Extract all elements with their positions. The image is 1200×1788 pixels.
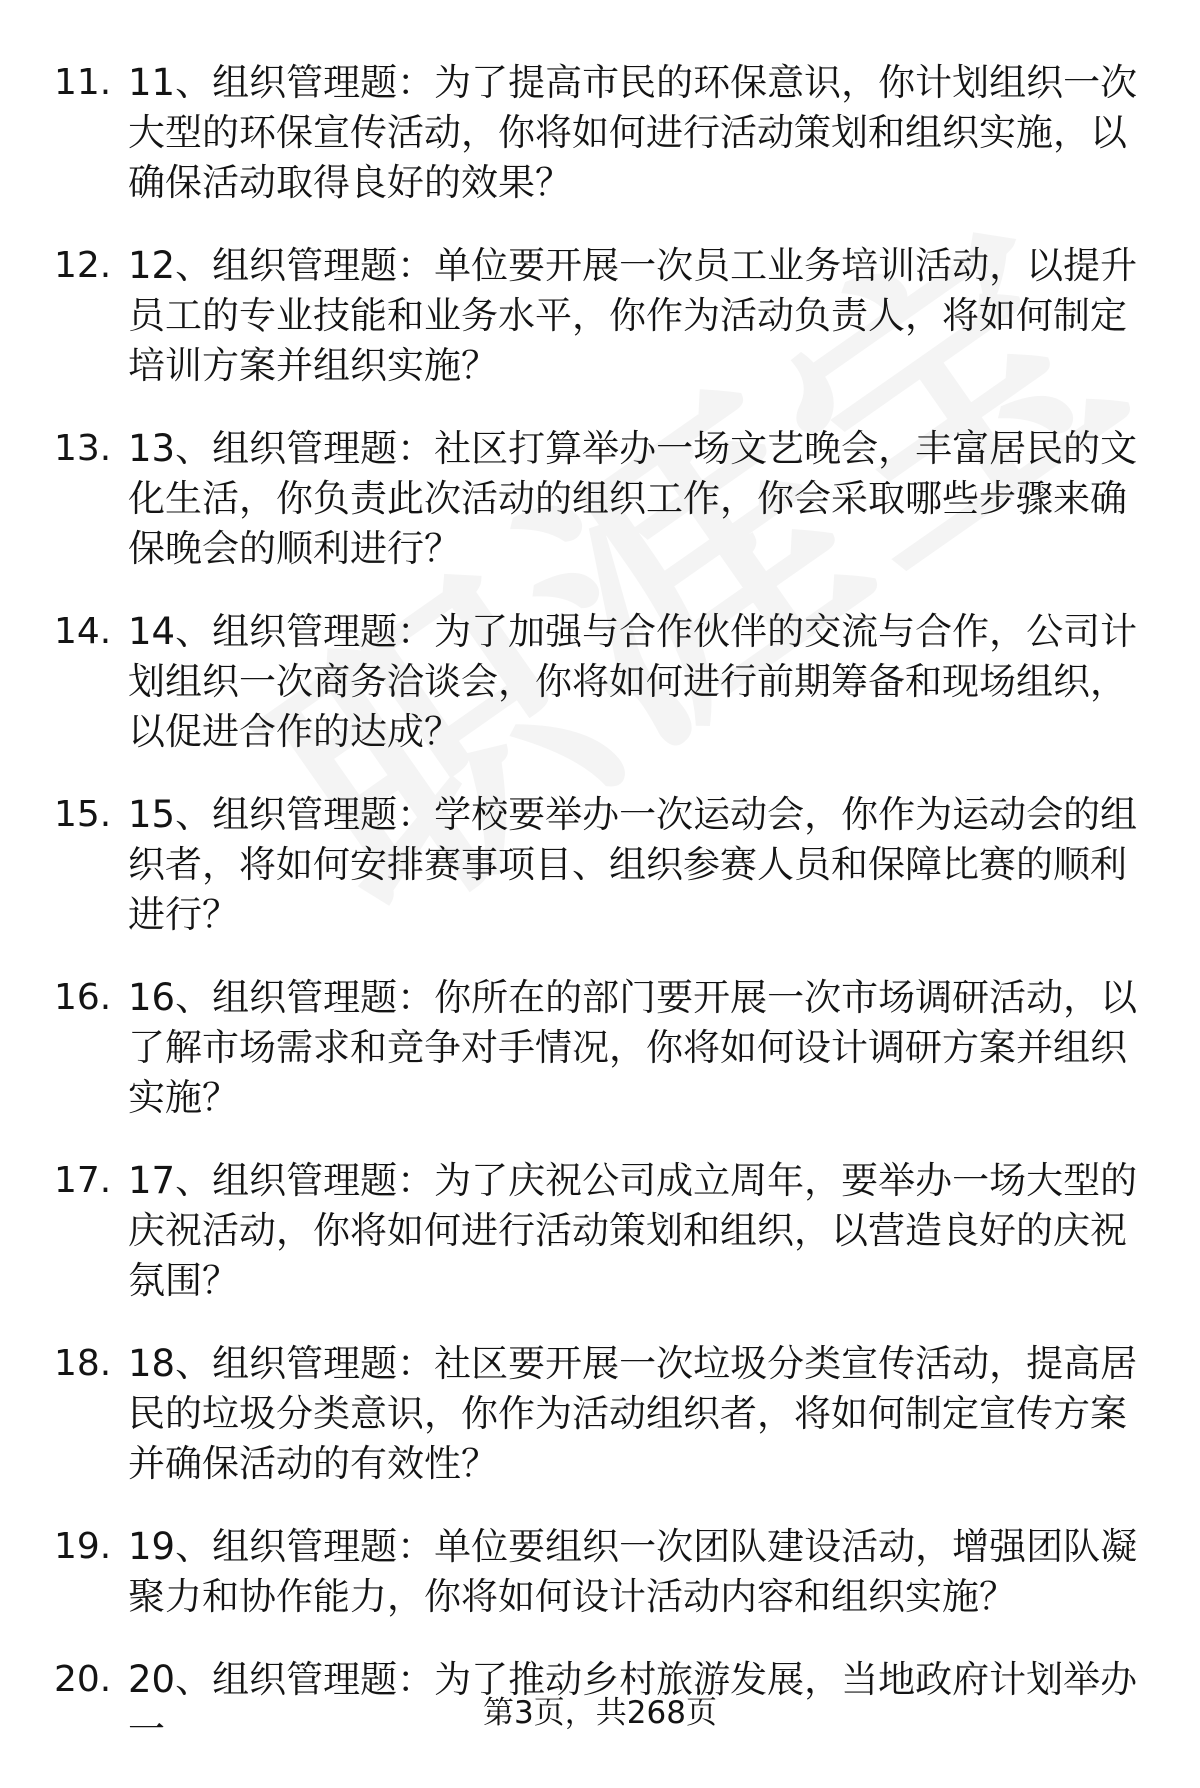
- page-footer: 第3页，共268页: [483, 1695, 717, 1731]
- question-text: 16、组织管理题：你所在的部门要开展一次市场调研活动，以了解市场需求和竞争对手情况，你将如何设计调研方案并组织实施？: [128, 976, 1138, 1119]
- question-text: 17、组织管理题：为了庆祝公司成立周年，要举办一场大型的庆祝活动，你将如何进行活动策划和组织，以营造良好的庆祝氛围？: [128, 1159, 1138, 1302]
- question-number: 14.: [54, 611, 112, 652]
- question-number: 18.: [54, 1343, 112, 1384]
- question-number: 17.: [54, 1160, 112, 1201]
- question-item: [0, 58, 1200, 208]
- question-text: 11、组织管理题：为了提高市民的环保意识，你计划组织一次大型的环保宣传活动，你将如何进行活动策划和组织实施，以确保活动取得良好的效果？: [128, 61, 1138, 204]
- question-number: 12.: [54, 245, 112, 286]
- question-item: [0, 1339, 1200, 1489]
- question-text: 19、组织管理题：单位要组织一次团队建设活动，增强团队凝聚力和协作能力，你将如何设计活动内容和组织实施？: [128, 1525, 1138, 1618]
- question-text: 13、组织管理题：社区打算举办一场文艺晚会，丰富居民的文化生活，你负责此次活动的组织工作，你会采取哪些步骤来确保晚会的顺利进行？: [128, 427, 1138, 570]
- question-item: [0, 1522, 1200, 1622]
- question-number: 13.: [54, 428, 112, 469]
- question-text: 18、组织管理题：社区要开展一次垃圾分类宣传活动，提高居民的垃圾分类意识，你作为活动组织者，将如何制定宣传方案并确保活动的有效性？: [128, 1342, 1138, 1485]
- question-item: [0, 607, 1200, 757]
- question-number: 19.: [54, 1526, 112, 1567]
- question-text: 20、组织管理题：为了推动乡村旅游发展，当地政府计划举办一: [128, 1658, 1138, 1751]
- question-number: 11.: [54, 62, 112, 103]
- question-text: 14、组织管理题：为了加强与合作伙伴的交流与合作，公司计划组织一次商务洽谈会，你将如何进行前期筹备和现场组织，以促进合作的达成？: [128, 610, 1138, 753]
- question-item: [0, 241, 1200, 391]
- question-item: [0, 790, 1200, 940]
- question-item: [0, 424, 1200, 574]
- question-number: 20.: [54, 1659, 112, 1700]
- question-text: 15、组织管理题：学校要举办一次运动会，你作为运动会的组织者，将如何安排赛事项目、组织参赛人员和保障比赛的顺利进行？: [128, 793, 1138, 936]
- question-number: 16.: [54, 977, 112, 1018]
- question-item: [0, 973, 1200, 1123]
- question-text: 12、组织管理题：单位要开展一次员工业务培训活动，以提升员工的专业技能和业务水平，你作为活动负责人，将如何制定培训方案并组织实施？: [128, 244, 1138, 387]
- question-item: [0, 1156, 1200, 1306]
- question-list: [0, 58, 1200, 1788]
- question-number: 15.: [54, 794, 112, 835]
